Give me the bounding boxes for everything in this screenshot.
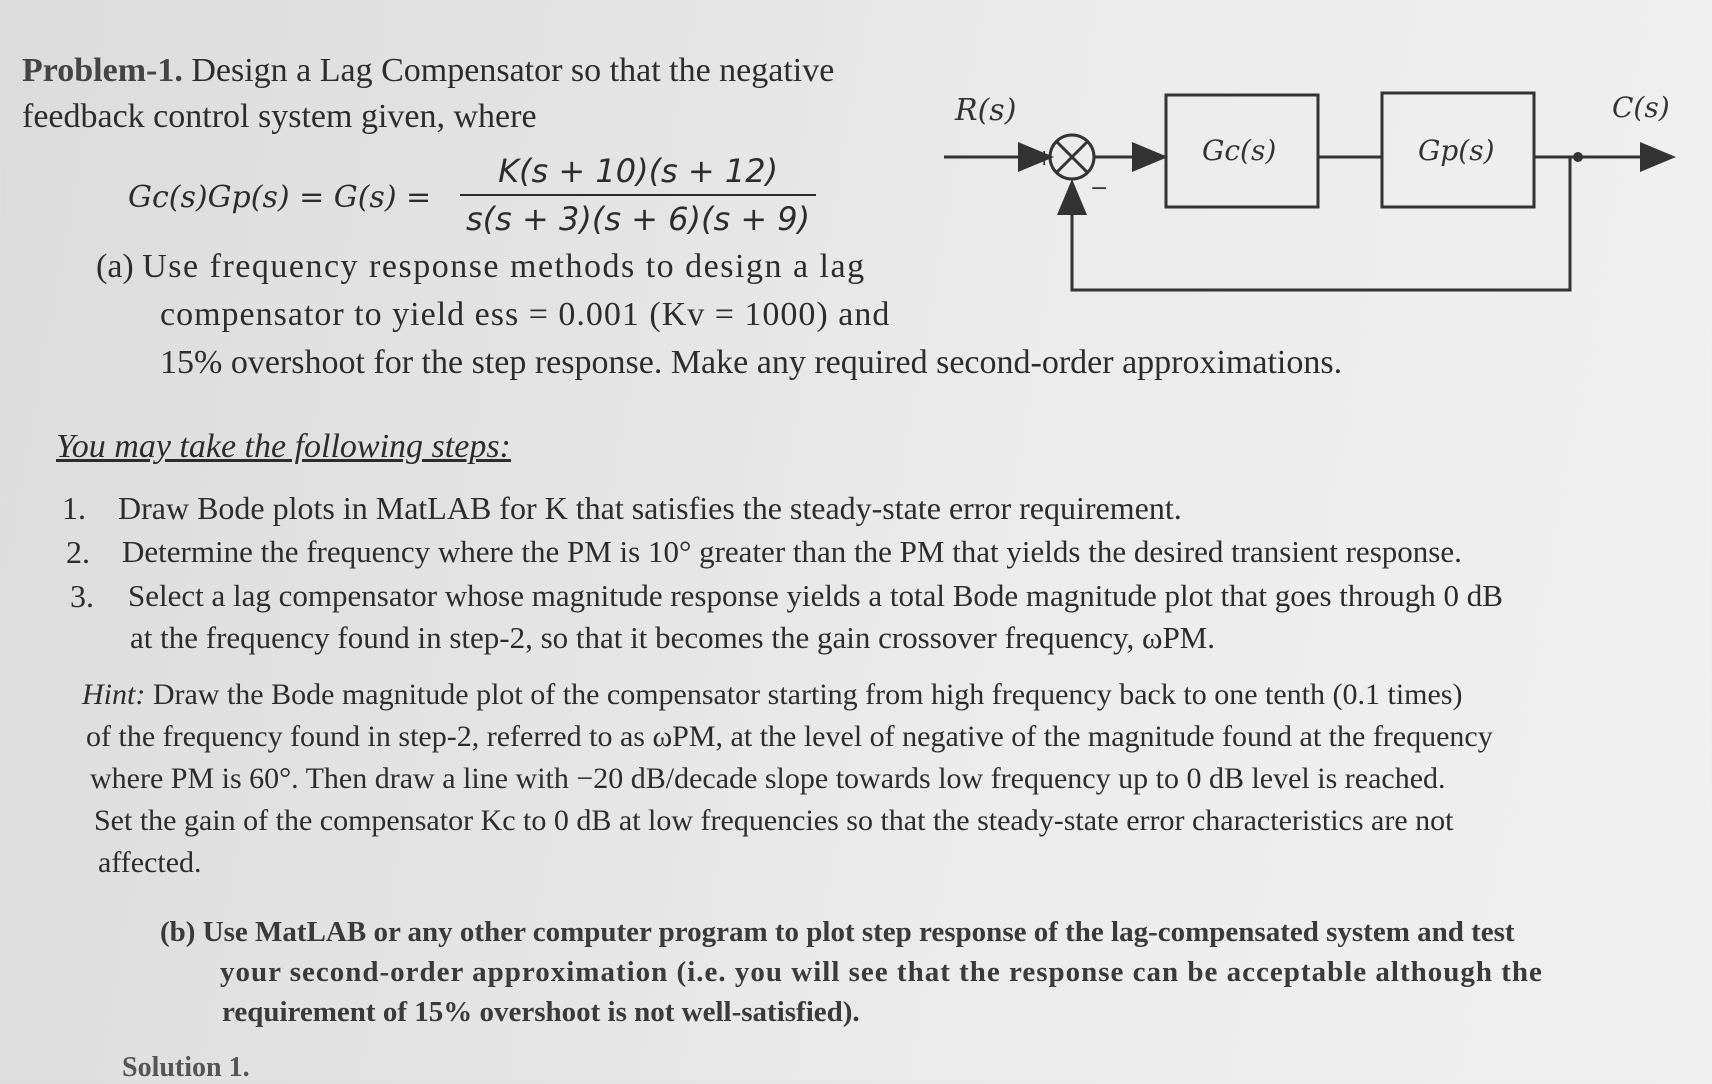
part-b-line2: your second-order approximation (i.e. you will see that the response can be acceptable although the xyxy=(220,956,1543,988)
hint-line4: Set the gain of the compensator Kc to 0 dB at low frequencies so that the steady-state error characteristics are not xyxy=(94,804,1454,837)
solution-label: Solution 1. xyxy=(122,1052,250,1083)
problem-intro-text: Design a Lag Compensator so that the negative xyxy=(191,52,835,89)
transfer-function-numerator: K(s + 10)(s + 12) xyxy=(498,152,779,190)
part-a-line1 xyxy=(96,248,866,286)
part-a-line2: compensator to yield ess = 0.001 (Kv = 1000) and xyxy=(160,296,891,333)
part-a-label: (a) xyxy=(96,248,134,285)
problem-intro-line1 xyxy=(22,52,834,90)
block-gc-label: Gc(s) xyxy=(1202,134,1277,167)
fraction-bar xyxy=(460,194,816,196)
transfer-function-fraction xyxy=(460,152,816,238)
plus-sign: + xyxy=(1035,146,1054,171)
step-2-text: Determine the frequency where the PM is 10° greater than the PM that yields the desired transient response. xyxy=(122,534,1462,569)
step-1-text: Draw Bode plots in MatLAB for K that satisfies the steady-state error requirement. xyxy=(118,490,1182,526)
minus-sign: − xyxy=(1090,176,1109,201)
step-3-number: 3. xyxy=(70,578,94,614)
hint-line2: of the frequency found in step-2, referred to as ωPM, at the level of negative of the magnitude found at the frequency xyxy=(86,720,1493,753)
block-gp-label: Gp(s) xyxy=(1418,134,1495,167)
step-3-line1: Select a lag compensator whose magnitude response yields a total Bode magnitude plot that goes through 0 dB xyxy=(128,578,1503,613)
equation-lhs: Gc(s)Gp(s) = G(s) = xyxy=(128,180,432,215)
hint-label: Hint: xyxy=(82,678,146,711)
block-diagram xyxy=(930,85,1690,310)
problem-intro-line2: feedback control system given, where xyxy=(22,98,537,135)
diagram-input-label: R(s) xyxy=(955,93,1017,128)
step-3-line2: at the frequency found in step-2, so that it becomes the gain crossover frequency, ωPM. xyxy=(130,620,1215,655)
part-a-line1-text: Use frequency response methods to design a lag xyxy=(142,248,866,285)
diagram-output-label: C(s) xyxy=(1612,91,1670,124)
hint-line1 xyxy=(82,678,1462,712)
part-b-line1-text: Use MatLAB or any other computer program to plot step response of the lag-compensated system and test xyxy=(202,916,1515,948)
step-1-number: 1. xyxy=(62,490,86,526)
problem-label: Problem-1. xyxy=(22,52,183,89)
part-b-line1 xyxy=(160,916,1515,949)
step-2-number: 2. xyxy=(66,534,90,570)
part-b-line3: requirement of 15% overshoot is not well-satisfied). xyxy=(222,996,860,1028)
part-a-line3: 15% overshoot for the step response. Make any required second-order approximations. xyxy=(160,344,1343,381)
feedback-path xyxy=(1072,157,1578,290)
part-b-label: (b) xyxy=(160,916,196,948)
transfer-function-denominator: s(s + 3)(s + 6)(s + 9) xyxy=(466,200,811,238)
steps-heading: You may take the following steps: xyxy=(56,428,511,465)
hint-line1-text: Draw the Bode magnitude plot of the compensator starting from high frequency back to one tenth (0.1 times) xyxy=(152,678,1463,711)
hint-line5: affected. xyxy=(98,846,202,879)
hint-line3: where PM is 60°. Then draw a line with −20 dB/decade slope towards low frequency up to 0 dB level is reached. xyxy=(90,762,1446,795)
